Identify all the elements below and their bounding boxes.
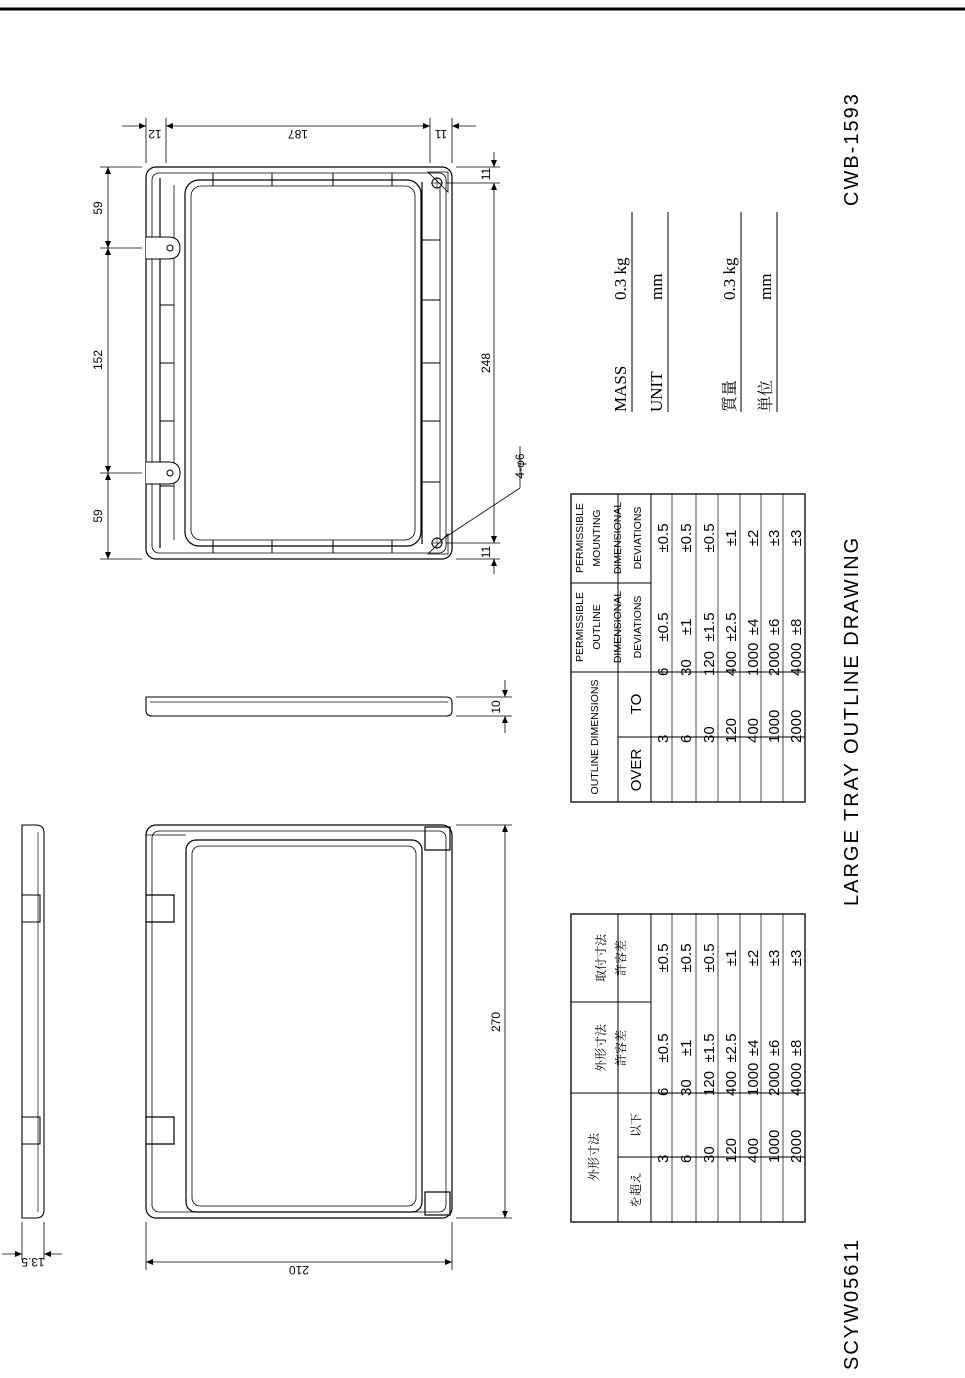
- table-jp-cell-over: 120: [723, 1137, 740, 1163]
- jp-col-mounting-header: [593, 933, 628, 982]
- table-jp-cell-to: 1000: [745, 1062, 762, 1096]
- svg-text:MOUNTING: MOUNTING: [591, 509, 603, 567]
- svg-text:OUTLINE: OUTLINE: [591, 604, 603, 650]
- table-en-cell-outline: ±4: [745, 618, 762, 636]
- en-col-outline-header: [574, 591, 644, 664]
- unit-label-jp: 単位: [756, 379, 775, 412]
- dim-holes: 4-φ6: [513, 453, 527, 479]
- table-jp-cell-to: 2000: [766, 1062, 783, 1096]
- table-en-cell-to: 30: [678, 659, 695, 676]
- table-jp-cell-outline: ±1: [678, 1039, 695, 1057]
- table-jp-cell-mounting: ±1: [723, 949, 740, 967]
- svg-text:DEVIATIONS: DEVIATIONS: [632, 595, 644, 659]
- spec-block-en: [611, 212, 668, 412]
- table-jp-cell-mounting: ±3: [788, 949, 805, 967]
- table-jp-cell-outline: ±4: [745, 1039, 762, 1057]
- dim-59-lower: 59: [91, 509, 105, 523]
- table-en-cell-outline: ±8: [788, 618, 805, 636]
- unit-value-jp: mm: [756, 273, 775, 300]
- mass-value-jp: 0.3 kg: [720, 257, 739, 300]
- svg-text:DIMENSIONAL: DIMENSIONAL: [612, 501, 624, 575]
- table-en-cell-mounting: ±0.5: [655, 523, 672, 553]
- table-jp-cell-outline: ±0.5: [655, 1033, 672, 1063]
- table-jp-cell-over: 2000: [788, 1129, 805, 1163]
- jp-col-over: を超え: [629, 1171, 643, 1209]
- table-jp-cell-over: 1000: [766, 1129, 783, 1163]
- dim-187: 187: [287, 127, 309, 141]
- dim-12: 12: [148, 127, 162, 141]
- unit-value: mm: [647, 273, 666, 300]
- tray-top-view: [146, 167, 452, 559]
- dimension-lines-side: [456, 680, 512, 733]
- table-jp-cell-to: 6: [655, 1087, 672, 1096]
- tray-edge-view: [22, 825, 44, 1218]
- svg-text:DIMENSIONAL: DIMENSIONAL: [612, 590, 624, 664]
- en-table-rows: [655, 523, 805, 743]
- dimension-lines-edge: [2, 1222, 62, 1260]
- table-en-cell-mounting: ±3: [788, 529, 805, 547]
- tray-front-view: [146, 825, 452, 1218]
- table-en-cell-outline: ±0.5: [655, 612, 672, 642]
- dim-11-right-top: 11: [479, 167, 493, 181]
- table-en-cell-over: 6: [678, 734, 695, 743]
- table-en-cell-to: 6: [655, 667, 672, 676]
- table-en-cell-mounting: ±2: [745, 529, 762, 547]
- mounting-tabs: [146, 237, 180, 484]
- en-col-mounting-header: [574, 502, 644, 575]
- drawing-number: CWB-1593: [841, 92, 863, 206]
- mass-value: 0.3 kg: [611, 257, 630, 300]
- jp-col-outline-header: [593, 1023, 628, 1072]
- table-en-cell-over: 1000: [766, 709, 783, 743]
- table-jp-cell-over: 400: [745, 1137, 762, 1163]
- svg-text:PERMISSIBLE: PERMISSIBLE: [574, 591, 586, 663]
- en-col-over: OVER: [628, 748, 645, 792]
- table-en-cell-to: 1000: [745, 642, 762, 676]
- table-en-cell-outline: ±1: [678, 618, 695, 636]
- table-jp-cell-outline: ±6: [766, 1039, 783, 1057]
- spec-block-jp: [720, 212, 777, 412]
- table-en-cell-to: 4000: [788, 642, 805, 676]
- table-jp-cell-mounting: ±3: [766, 949, 783, 967]
- table-jp-cell-mounting: ±0.5: [655, 943, 672, 973]
- table-en-cell-mounting: ±0.5: [678, 523, 695, 553]
- dim-59-upper: 59: [91, 201, 105, 215]
- dim-11-right-bottom: 11: [479, 545, 493, 559]
- table-jp-cell-to: 400: [723, 1070, 740, 1096]
- table-en-cell-outline: ±1.5: [701, 612, 718, 642]
- table-en-cell-over: 3: [655, 734, 672, 743]
- table-en-cell-mounting: ±0.5: [701, 523, 718, 553]
- svg-text:許容差: 許容差: [614, 939, 628, 977]
- dim-11-top: 11: [434, 127, 448, 141]
- dim-270: 270: [489, 1011, 503, 1033]
- dim-210: 210: [288, 1263, 310, 1277]
- drawing-title: LARGE TRAY OUTLINE DRAWING: [841, 535, 863, 906]
- dim-13-5: 13.5: [21, 1255, 45, 1269]
- table-jp-cell-outline: ±2.5: [723, 1033, 740, 1063]
- table-en-cell-to: 400: [723, 650, 740, 676]
- table-jp-cell-to: 120: [701, 1070, 718, 1096]
- table-en-cell-over: 400: [745, 717, 762, 743]
- table-en-cell-over: 120: [723, 717, 740, 743]
- jp-table-group-header: 外形寸法: [587, 1132, 601, 1182]
- jp-table-rows: [655, 943, 805, 1163]
- table-en-cell-to: 120: [701, 650, 718, 676]
- table-jp-cell-over: 30: [701, 1146, 718, 1163]
- table-en-cell-outline: ±6: [766, 618, 783, 636]
- table-jp-cell-outline: ±8: [788, 1039, 805, 1057]
- dimension-lines-front: [146, 825, 512, 1270]
- tray-ribs: [160, 173, 440, 553]
- svg-text:許容差: 許容差: [614, 1029, 628, 1067]
- svg-text:外形寸法: 外形寸法: [594, 1023, 608, 1073]
- table-en-cell-to: 2000: [766, 642, 783, 676]
- table-en-cell-over: 30: [701, 726, 718, 743]
- table-jp-cell-mounting: ±0.5: [701, 943, 718, 973]
- dim-152: 152: [91, 349, 105, 371]
- table-jp-cell-outline: ±1.5: [701, 1033, 718, 1063]
- svg-text:PERMISSIBLE: PERMISSIBLE: [574, 502, 586, 574]
- dim-248: 248: [479, 352, 493, 374]
- svg-text:取付寸法: 取付寸法: [594, 933, 608, 983]
- dim-10: 10: [489, 700, 503, 714]
- svg-text:DEVIATIONS: DEVIATIONS: [632, 506, 644, 570]
- table-en-cell-outline: ±2.5: [723, 612, 740, 642]
- table-jp-cell-to: 4000: [788, 1062, 805, 1096]
- en-table-group-header: OUTLINE DIMENSIONS: [589, 679, 601, 795]
- table-en-cell-over: 2000: [788, 709, 805, 743]
- table-jp-cell-mounting: ±0.5: [678, 943, 695, 973]
- table-en-cell-mounting: ±1: [723, 529, 740, 547]
- table-jp-cell-mounting: ±2: [745, 949, 762, 967]
- tray-side-view: [146, 697, 452, 716]
- jp-col-to: 以下: [629, 1112, 643, 1138]
- document-code: SCYW05611: [841, 1237, 863, 1370]
- mass-label: MASS: [611, 365, 630, 412]
- mass-label-jp: 質量: [720, 379, 739, 412]
- table-jp-cell-over: 6: [678, 1154, 695, 1163]
- table-en-cell-mounting: ±3: [766, 529, 783, 547]
- en-col-to: TO: [628, 693, 645, 715]
- table-jp-cell-over: 3: [655, 1154, 672, 1163]
- unit-label: UNIT: [647, 371, 666, 412]
- table-jp-cell-to: 30: [678, 1079, 695, 1096]
